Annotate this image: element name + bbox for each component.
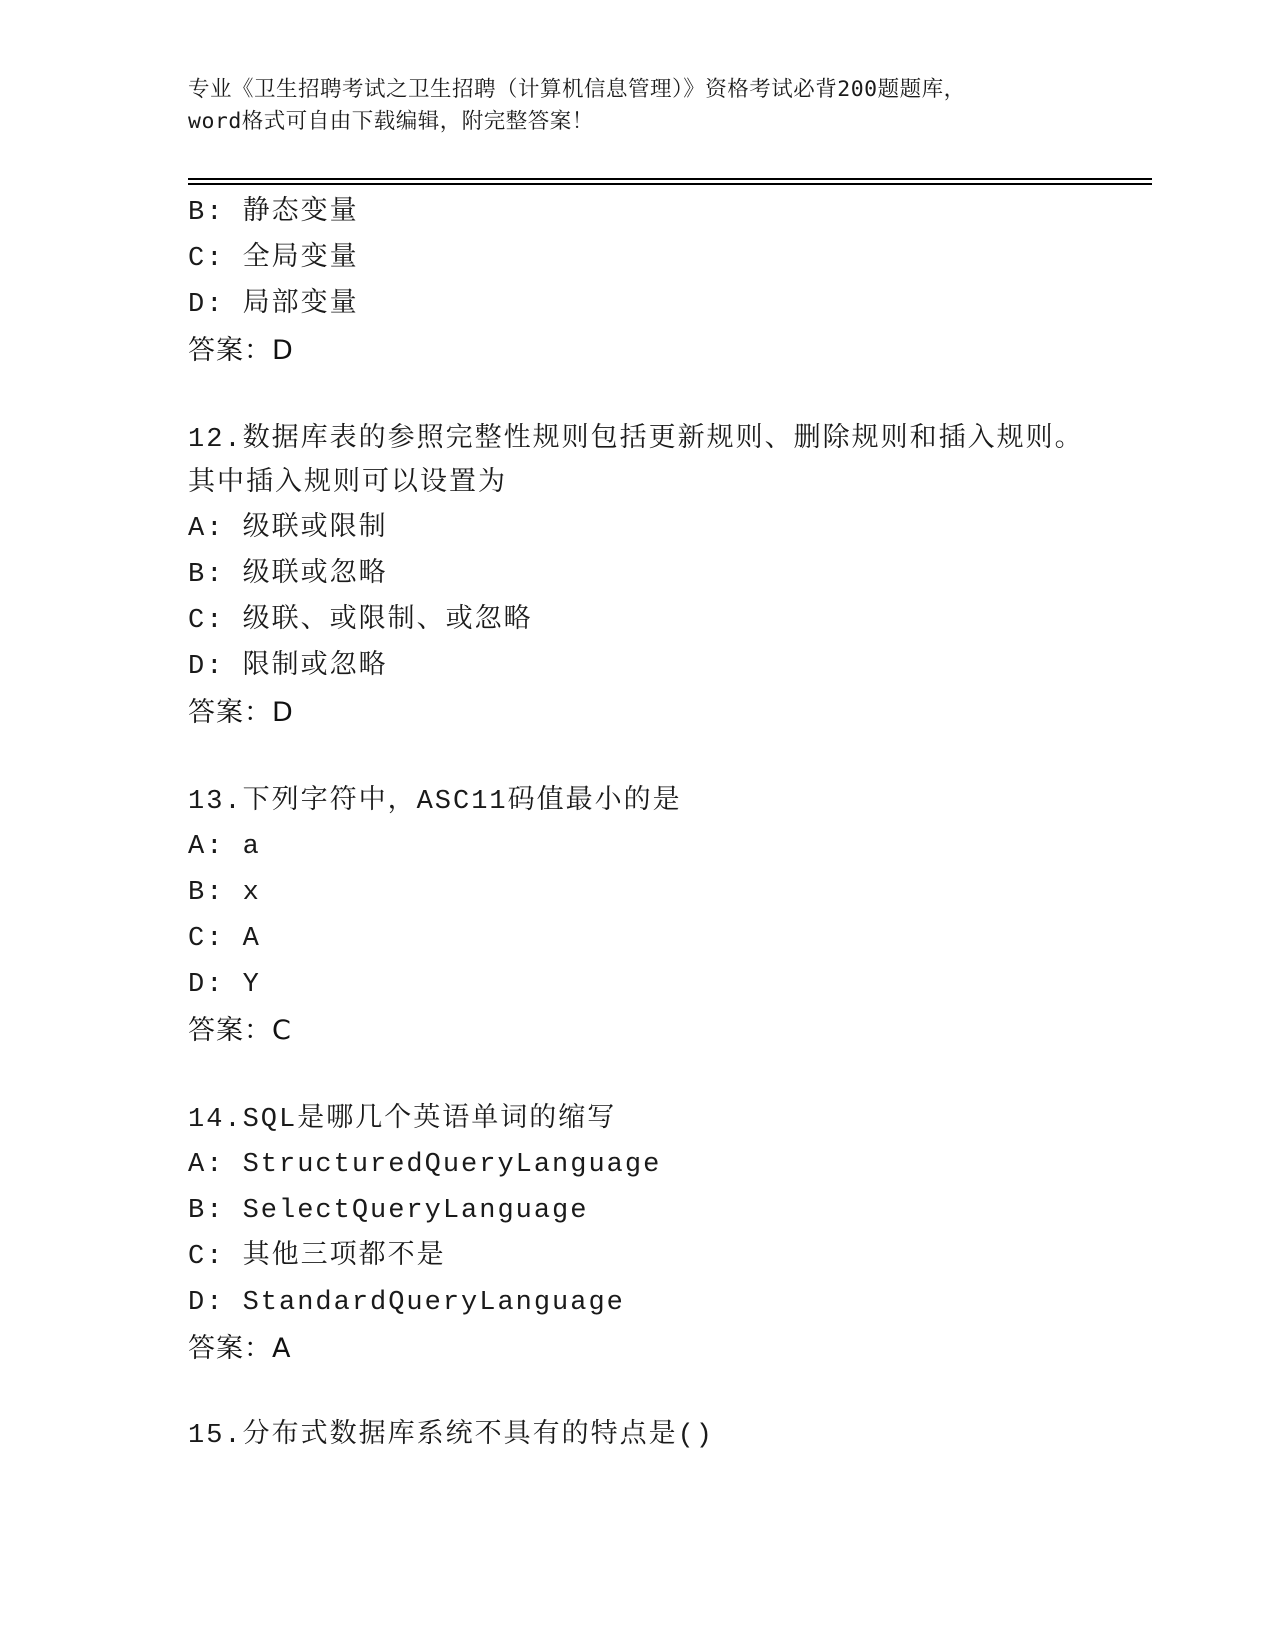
question-stem: 13.下列字符中，ASC11码值最小的是: [188, 787, 682, 817]
header-line-2: word格式可自由下载编辑，附完整答案！: [188, 109, 594, 134]
answer-line: 答案：C: [188, 1015, 292, 1046]
option-b: B: 静态变量: [188, 198, 359, 228]
header-divider-top: [188, 178, 1152, 180]
option-a: A: StructuredQueryLanguage: [188, 1150, 662, 1180]
question-stem: 12.数据库表的参照完整性规则包括更新规则、删除规则和插入规则。: [188, 425, 1084, 455]
header-line-1: 专业《卫生招聘考试之卫生招聘（计算机信息管理）》资格考试必背200题题库，: [188, 77, 966, 102]
question-13: [188, 780, 1152, 1054]
option-b: B: 级联或忽略: [188, 560, 388, 590]
option-a: A: 级联或限制: [188, 514, 388, 544]
option-a: A: a: [188, 832, 261, 862]
option-c: C: A: [188, 924, 261, 954]
question-stem-cont: 其中插入规则可以设置为: [188, 469, 507, 499]
spacer: [188, 1372, 1152, 1414]
question-15: [188, 1414, 1152, 1458]
option-c: C: 级联、或限制、或忽略: [188, 606, 533, 636]
question-12: [188, 418, 1152, 736]
document-header: [188, 74, 1068, 138]
question-stem: 14.SQL是哪几个英语单词的缩写: [188, 1105, 617, 1135]
question-14: [188, 1098, 1152, 1372]
question-stem: 15.分布式数据库系统不具有的特点是(): [188, 1421, 715, 1451]
option-d: D: 限制或忽略: [188, 652, 388, 682]
spacer: [188, 736, 1152, 780]
option-d: D: StandardQueryLanguage: [188, 1288, 625, 1318]
option-d: D: 局部变量: [188, 290, 359, 320]
option-b: B: x: [188, 878, 261, 908]
question-11-continued: [188, 190, 1152, 374]
option-b: B: SelectQueryLanguage: [188, 1196, 589, 1226]
answer-line: 答案：D: [188, 697, 294, 728]
option-c: C: 全局变量: [188, 244, 359, 274]
header-divider-bottom: [188, 183, 1152, 185]
option-d: D: Y: [188, 970, 261, 1000]
question-list: [188, 190, 1152, 1458]
spacer: [188, 1054, 1152, 1098]
answer-line: 答案：D: [188, 335, 294, 366]
option-c: C: 其他三项都不是: [188, 1242, 446, 1272]
spacer: [188, 374, 1152, 418]
answer-line: 答案：A: [188, 1333, 292, 1364]
